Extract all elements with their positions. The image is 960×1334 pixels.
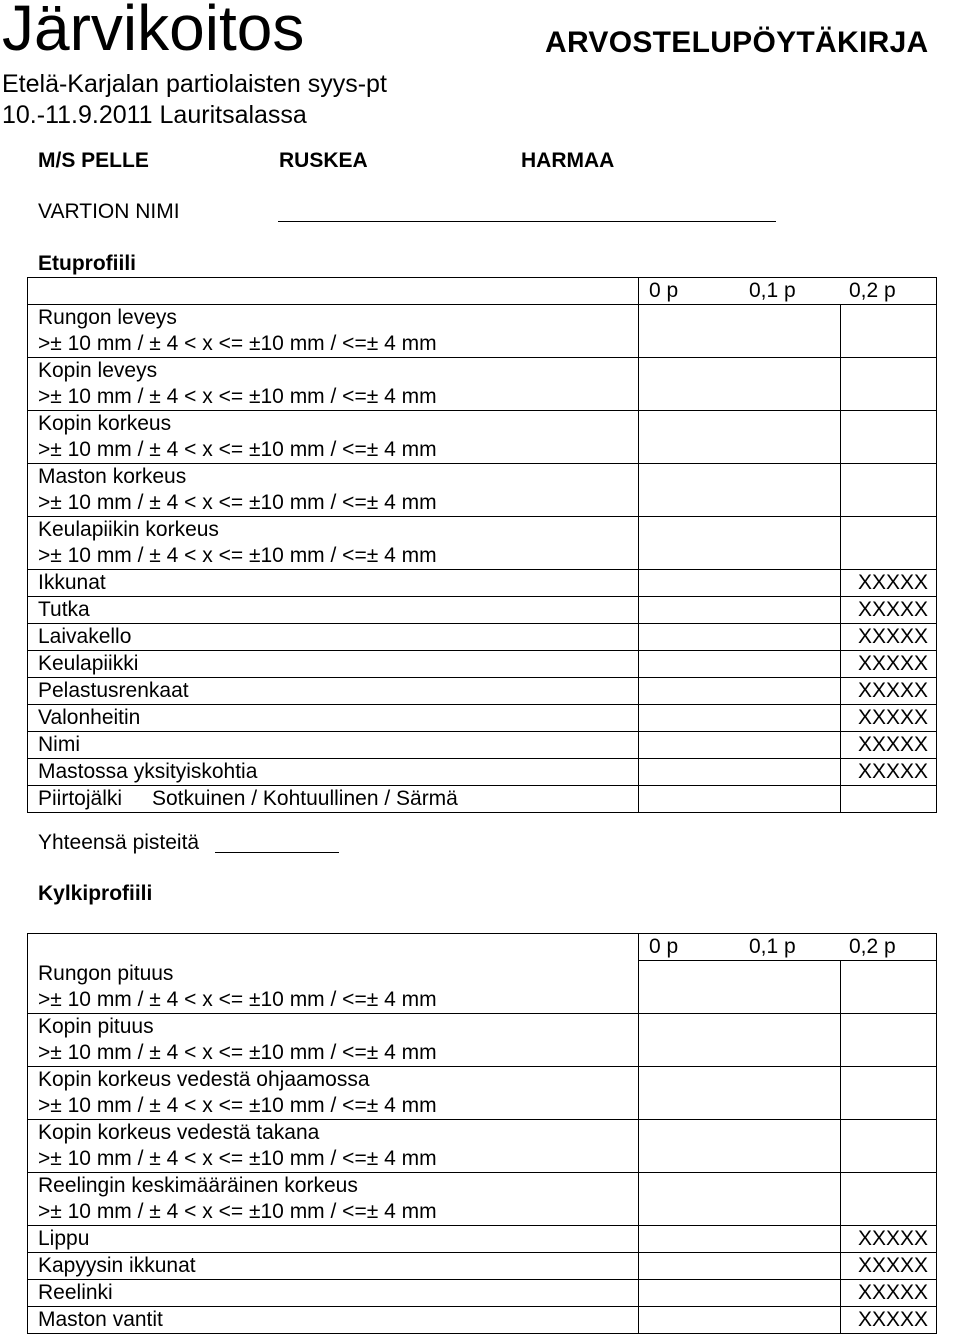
side-header-row — [28, 934, 937, 961]
score-cell[interactable] — [639, 1226, 841, 1253]
side-row-item — [28, 1253, 937, 1280]
side-row-item — [28, 1280, 937, 1307]
excluded-mark: XXXXX — [841, 678, 937, 705]
side-row-kopin-korkeus-takana — [28, 1120, 937, 1173]
category-ms-pelle: M/S PELLE — [38, 149, 149, 172]
score-cell[interactable] — [841, 464, 937, 517]
criterion-tolerance: >± 10 mm / ± 4 < x <= ±10 mm / <=± 4 mm — [38, 987, 437, 1011]
score-cell[interactable] — [841, 1067, 937, 1120]
item-label: Mastossa yksityiskohtia — [28, 759, 639, 786]
excluded-mark: XXXXX — [841, 1226, 937, 1253]
item-label: Maston vantit — [28, 1307, 639, 1334]
score-cell[interactable] — [639, 517, 841, 570]
excluded-mark: XXXXX — [841, 570, 937, 597]
front-row-item — [28, 759, 937, 786]
total-points-label: Yhteensä pisteitä — [38, 831, 200, 854]
item-label: Reelinki — [28, 1280, 639, 1307]
score-cell[interactable] — [639, 1253, 841, 1280]
criterion-label: Rungon leveys — [38, 306, 177, 329]
document-title: Järvikoitos — [2, 0, 305, 64]
side-row-rungon-pituus — [28, 961, 937, 1014]
front-row-item — [28, 570, 937, 597]
score-cell[interactable] — [639, 624, 841, 651]
score-cell[interactable] — [841, 358, 937, 411]
item-options: Sotkuinen / Kohtuullinen / Särmä — [152, 787, 458, 810]
excluded-mark: XXXXX — [841, 705, 937, 732]
front-row-keulapiikin-korkeus — [28, 517, 937, 570]
score-cell[interactable] — [841, 1014, 937, 1067]
score-cell[interactable] — [639, 305, 841, 358]
criterion-label: Kopin korkeus vedestä takana — [38, 1121, 320, 1144]
score-cell[interactable] — [639, 678, 841, 705]
excluded-mark: XXXXX — [841, 651, 937, 678]
side-row-kopin-pituus — [28, 1014, 937, 1067]
item-label: Laivakello — [28, 624, 639, 651]
criterion-label: Reelingin keskimääräinen korkeus — [38, 1174, 358, 1197]
excluded-mark: XXXXX — [841, 1280, 937, 1307]
front-row-item — [28, 705, 937, 732]
side-row-kopin-korkeus-ohjaamossa — [28, 1067, 937, 1120]
category-ruskea: RUSKEA — [279, 149, 368, 172]
criterion-label: Kopin pituus — [38, 1015, 154, 1038]
criterion-tolerance: >± 10 mm / ± 4 < x <= ±10 mm / <=± 4 mm — [38, 438, 437, 461]
front-score-header — [639, 278, 937, 305]
score-col-1: 0,1 p — [749, 279, 796, 302]
side-row-item — [28, 1226, 937, 1253]
score-cell[interactable] — [841, 961, 937, 1014]
item-label: Keulapiikki — [28, 651, 639, 678]
score-col-2: 0,2 p — [849, 279, 896, 302]
criterion-label: Kopin korkeus vedestä ohjaamossa — [38, 1068, 370, 1091]
event-date-location: 10.-11.9.2011 Lauritsalassa — [2, 101, 307, 129]
excluded-mark: XXXXX — [841, 597, 937, 624]
criterion-label: Kopin korkeus — [38, 412, 172, 435]
side-header-blank — [28, 934, 639, 961]
score-cell[interactable] — [639, 358, 841, 411]
criterion-tolerance: >± 10 mm / ± 4 < x <= ±10 mm / <=± 4 mm — [38, 1041, 437, 1064]
side-row-item — [28, 1307, 937, 1334]
criterion-tolerance: >± 10 mm / ± 4 < x <= ±10 mm / <=± 4 mm — [38, 491, 437, 514]
criterion-label: Kopin leveys — [38, 359, 158, 382]
score-cell[interactable] — [639, 1120, 841, 1173]
item-label: Valonheitin — [28, 705, 639, 732]
excluded-mark: XXXXX — [841, 732, 937, 759]
score-cell[interactable] — [841, 305, 937, 358]
side-profile-title: Kylkiprofiili — [38, 882, 153, 905]
score-cell[interactable] — [841, 1120, 937, 1173]
score-cell[interactable] — [639, 961, 841, 1014]
item-label: Pelastusrenkaat — [28, 678, 639, 705]
front-row-maston-korkeus — [28, 464, 937, 517]
item-label: Lippu — [28, 1226, 639, 1253]
score-cell[interactable] — [639, 651, 841, 678]
score-cell[interactable] — [639, 411, 841, 464]
score-col-2: 0,2 p — [849, 935, 896, 958]
score-cell[interactable] — [841, 786, 937, 813]
document-type: ARVOSTELUPÖYTÄKIRJA — [545, 26, 929, 59]
item-label: Kapyysin ikkunat — [28, 1253, 639, 1280]
score-cell[interactable] — [639, 597, 841, 624]
side-score-header — [639, 934, 937, 961]
front-row-item — [28, 597, 937, 624]
front-row-kopin-korkeus — [28, 411, 937, 464]
side-row-reelingin-korkeus — [28, 1173, 937, 1226]
item-label: Tutka — [28, 597, 639, 624]
criterion-label: Rungon pituus — [38, 961, 174, 985]
front-header-blank — [28, 278, 639, 305]
excluded-mark: XXXXX — [841, 1253, 937, 1280]
score-cell[interactable] — [639, 570, 841, 597]
criterion-label: Maston korkeus — [38, 465, 187, 488]
score-cell[interactable] — [639, 1307, 841, 1334]
side-profile-table — [27, 933, 937, 1334]
criterion-tolerance: >± 10 mm / ± 4 < x <= ±10 mm / <=± 4 mm — [38, 544, 437, 567]
score-cell[interactable] — [639, 464, 841, 517]
score-col-0: 0 p — [649, 935, 679, 958]
patrol-name-field[interactable] — [278, 221, 776, 222]
category-harmaa: HARMAA — [521, 149, 615, 172]
front-row-rungon-leveys — [28, 305, 937, 358]
event-name: Etelä-Karjalan partiolaisten syys-pt — [2, 70, 387, 98]
front-row-item — [28, 651, 937, 678]
score-cell[interactable] — [639, 786, 841, 813]
front-row-kopin-leveys — [28, 358, 937, 411]
excluded-mark: XXXXX — [841, 1307, 937, 1334]
front-row-piirtojalki — [28, 786, 937, 813]
score-cell[interactable] — [639, 1280, 841, 1307]
front-profile-title: Etuprofiili — [38, 252, 136, 275]
total-points-field[interactable] — [215, 852, 339, 853]
front-header-row — [28, 278, 937, 305]
criterion-tolerance: >± 10 mm / ± 4 < x <= ±10 mm / <=± 4 mm — [38, 332, 437, 355]
score-cell[interactable] — [639, 1014, 841, 1067]
front-row-item — [28, 678, 937, 705]
item-label: Piirtojälki — [38, 787, 123, 810]
score-cell[interactable] — [639, 759, 841, 786]
front-row-item — [28, 624, 937, 651]
front-row-item — [28, 732, 937, 759]
item-label: Nimi — [28, 732, 639, 759]
score-cell[interactable] — [841, 411, 937, 464]
score-col-1: 0,1 p — [749, 935, 796, 958]
patrol-name-label: VARTION NIMI — [38, 200, 180, 223]
criterion-label: Keulapiikin korkeus — [38, 518, 219, 541]
score-cell[interactable] — [639, 705, 841, 732]
excluded-mark: XXXXX — [841, 624, 937, 651]
score-cell[interactable] — [639, 1173, 841, 1226]
score-cell[interactable] — [841, 517, 937, 570]
criterion-tolerance: >± 10 mm / ± 4 < x <= ±10 mm / <=± 4 mm — [38, 1147, 437, 1170]
criterion-tolerance: >± 10 mm / ± 4 < x <= ±10 mm / <=± 4 mm — [38, 385, 437, 408]
score-cell[interactable] — [639, 732, 841, 759]
front-profile-table — [27, 277, 937, 813]
criterion-tolerance: >± 10 mm / ± 4 < x <= ±10 mm / <=± 4 mm — [38, 1094, 437, 1117]
excluded-mark: XXXXX — [841, 759, 937, 786]
score-col-0: 0 p — [649, 279, 679, 302]
criterion-tolerance: >± 10 mm / ± 4 < x <= ±10 mm / <=± 4 mm — [38, 1200, 437, 1223]
score-cell[interactable] — [639, 1067, 841, 1120]
score-cell[interactable] — [841, 1173, 937, 1226]
item-label: Ikkunat — [28, 570, 639, 597]
